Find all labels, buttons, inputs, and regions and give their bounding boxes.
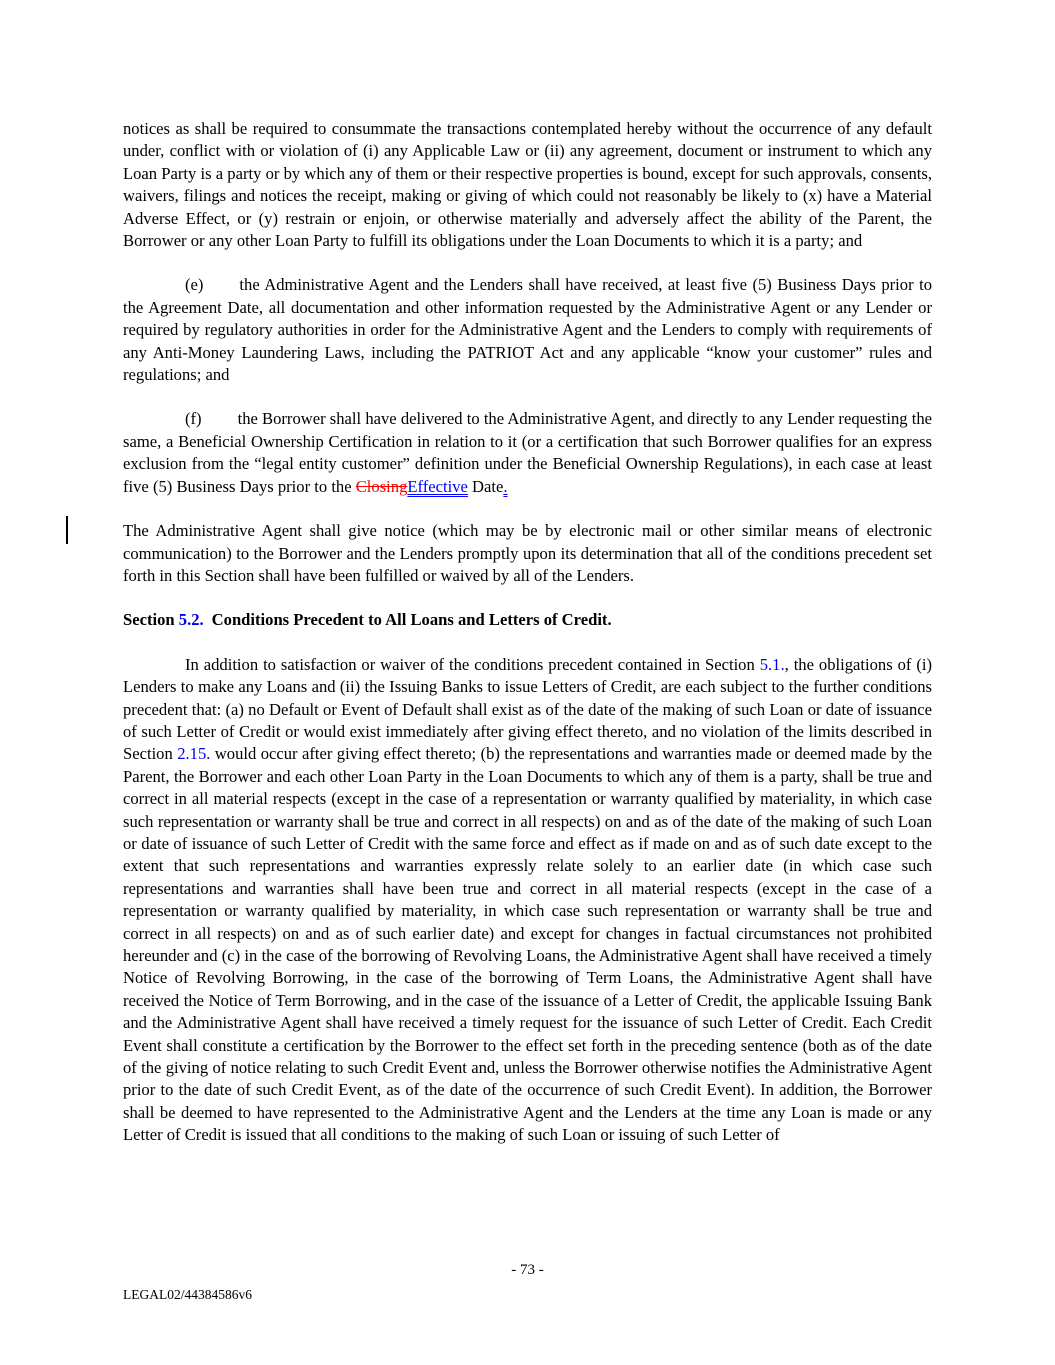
conditions-text-1: In addition to satisfaction or waiver of the conditions precedent contained in Section [185,654,760,674]
clause-f-text-date: Date [467,476,504,496]
page-number: - 73 - [511,1262,544,1278]
section-heading-prefix: Section [123,610,179,630]
section-5-1-link[interactable]: 5.1. [759,654,785,674]
conditions-text-3: would occur after giving effect thereto; (b) the representations and warranties made or deemed made by the Parent, the Borrower and each other Loan Party in the Loan Documents to which any of them is a party, shall be true and correct in all material respects (except in the case of a representation or warranty qualified by materiality, in which case such representation or warranty shall be true and correct in all respects) on and as of the date of the making of such Loan or date of issuance of such Letter of Credit with the same force and effect as if made on and as of such date except to the extent that such representations and warranties expressly relate solely to an earlier date (in which case such representations and warranties shall have been true and correct in all material respects (except in the case of a representation or warranty qualified by materiality, in which case such representation or warranty shall be true and correct in all respects) on and as of such earlier date) and except for changes in factual circumstances not prohibited hereunder and (c) in the case of the borrowing of Revolving Loans, the Administrative Agent shall have received a timely Notice of Revolving Borrowing, in the case of the borrowing of Term Loans, the Administrative Agent shall have received the Notice of Term Borrowing, and in the case of the issuance of a Letter of Credit, the applicable Issuing Bank and the Administrative Agent shall have received a timely request for the issuance of such Letter of Credit. Each Credit Event shall constitute a certification by the Borrower to the effect set forth in the preceding sentence (both as of the date of the giving of notice relating to such Credit Event and, unless the Borrower otherwise notifies the Administrative Agent prior to the date of such Credit Event, as of the date of the occurrence of such Credit Event). In addition, the Borrower shall be deemed to have represented to the Administrative Agent and the Lenders at the time any Loan is made or any Letter of Credit is issued that all conditions to the making of such Loan or issuing of such Letter of [123,744,933,1145]
section-heading-title: Conditions Precedent to All Loans and Letters of Credit. [211,610,612,630]
paragraph-agent-notice: The Administrative Agent shall give notice (which may be by electronic mail or other similar means of electronic communication) to the Borrower and the Lenders promptly upon its determination that all of the conditions precedent set forth in this Section shall have been fulfilled or waived by all of the Lenders. [123,521,932,585]
paragraph-conditions-all-loans [123,654,932,1147]
clause-f-label: (f) [185,409,202,429]
document-id: LEGAL02/44384586v6 [123,1287,252,1302]
change-bar [66,516,68,544]
conditions-text-2: , the obligations of (i) Lenders to make any Loans and (ii) the Issuing Banks to issue Letters of Credit, are each subject to the further conditions precedent that: (a) no Default or Event of Default shall exist as of the date of the making of such Loan or date of issuance of such Letter of Credit or would exist immediately after giving effect thereto, and no violation of the limits described in Section [123,654,933,764]
deleted-text-closing: Closing [355,476,408,496]
section-heading [123,609,932,631]
clause-e-text: the Administrative Agent and the Lenders shall have received, at least five (5) Business Days prior to the Agreement Date, all documentation and other information requested by the Administrative Agent or any Lender or required by regulatory authorities in order for the Administrative Agent and the Lenders to comply with requirements of any Anti-Money Laundering Laws, including the PATRIOT Act and any applicable “know your customer” rules and regulations; and [123,275,932,385]
paragraph-notices-continuation: notices as shall be required to consummate the transactions contemplated hereby without the occurrence of any default under, conflict with or violation of (i) any Applicable Law or (ii) any agreement, document or instrument to which any Loan Party is a party or by which any of them or their respective properties is bound, except for such approvals, consents, waivers, filings and notices the receipt, making or giving of which could not reasonably be likely to (x) have a Material Adverse Effect, or (y) restrain or enjoin, or otherwise materially and adversely affect the ability of the Parent, the Borrower or any other Loan Party to fulfill its obligations under the Loan Documents to which it is a party; and [123,119,932,251]
document-body [123,118,932,1169]
paragraph-clause-e [123,274,932,386]
inserted-period: . [503,476,508,496]
clause-e-label: (e) [185,275,204,295]
section-5-2-link[interactable]: 5.2. [178,610,204,630]
clause-f-text: the Borrower shall have delivered to the Administrative Agent, and directly to any Lender requesting the same, a Beneficial Ownership Certification in relation to it (or a certification that such Borrower qualifies for an express exclusion from the “legal entity customer” definition under the Beneficial Ownership Regulations), in each case at least five (5) Business Days prior to the [123,409,932,496]
paragraph-clause-f [123,408,932,498]
inserted-text-effective: Effective [407,476,468,496]
section-2-15-link[interactable]: 2.15. [177,744,211,764]
